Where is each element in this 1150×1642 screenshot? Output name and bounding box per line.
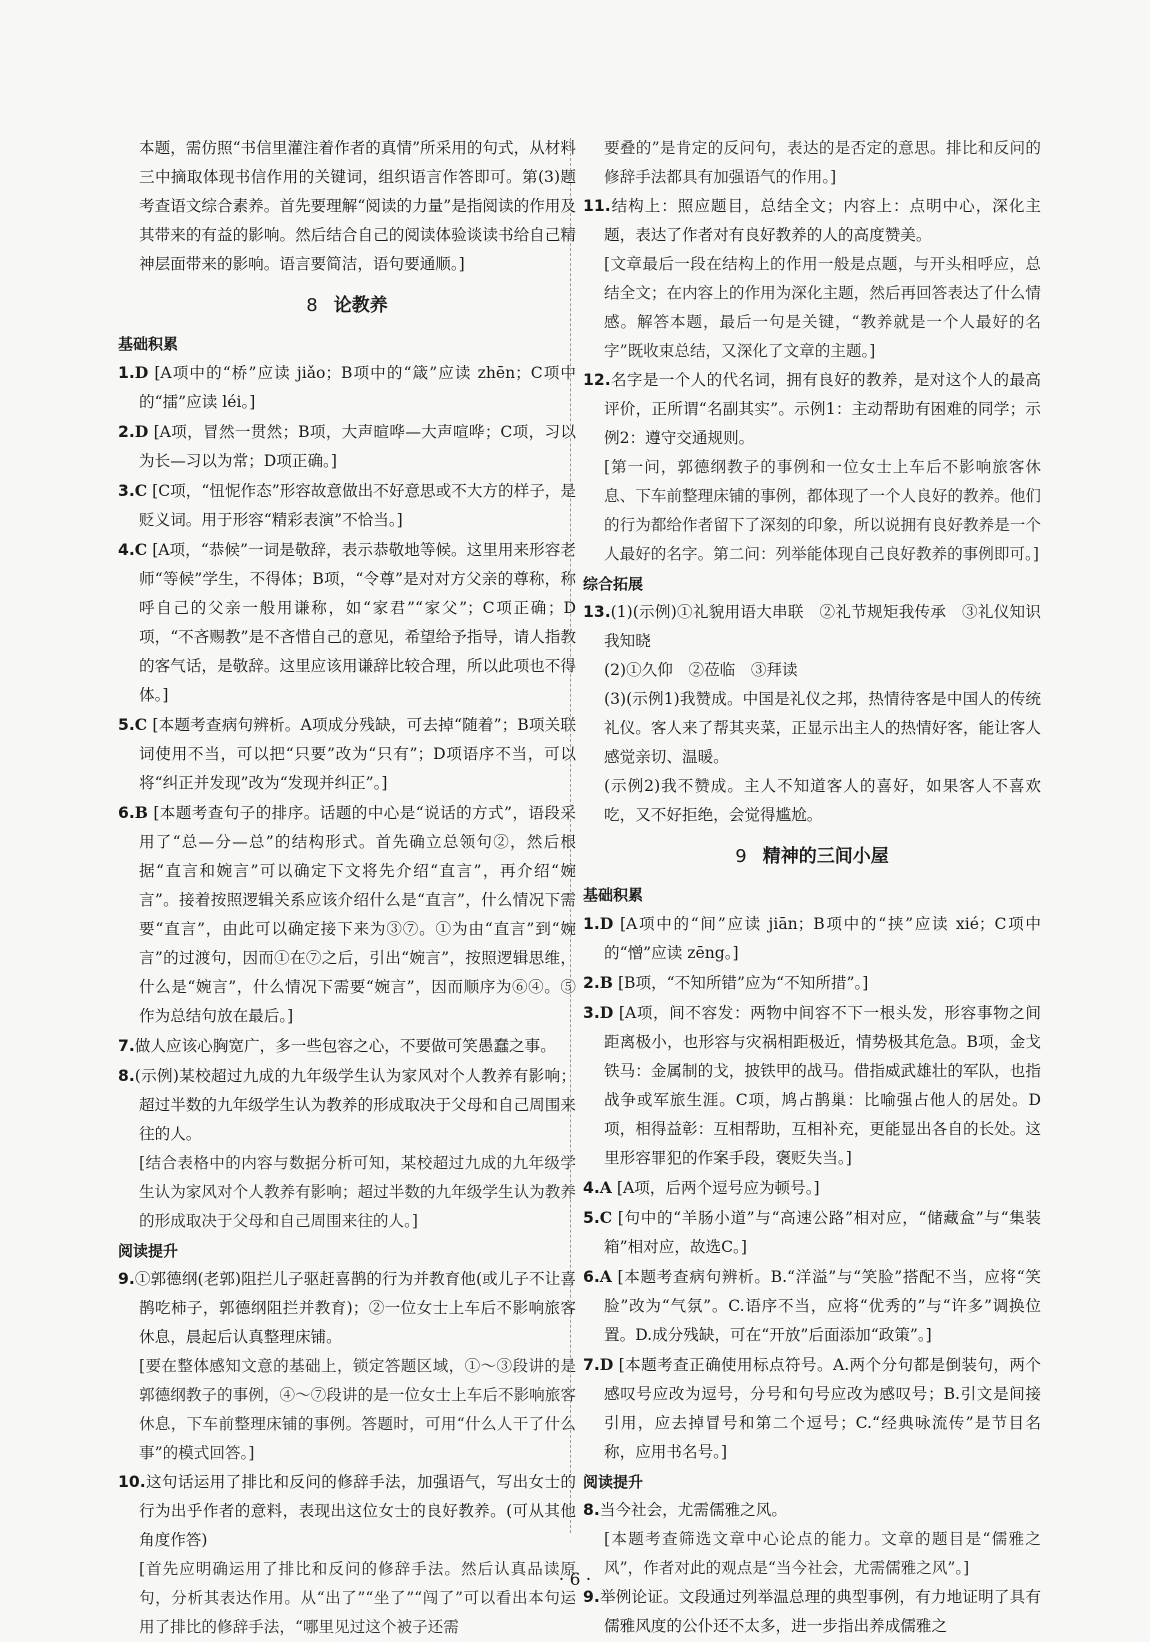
answer-item: 6.A [本题考查病句辨析。B.“洋溢”与“笑脸”搭配不当，应将“笑脸”改为“气氛”。C.语序不当，应将“优秀的”与“许多”调换位置。D.成分残缺，可在“开放”后面添加“政策”。] xyxy=(583,1267,1041,1344)
subhead-reading: 阅读提升 xyxy=(583,1473,644,1491)
subhead-basic: 基础积累 xyxy=(118,335,179,353)
answer-item: 4.A [A项，后两个逗号应为顿号。] xyxy=(583,1178,820,1197)
section-9-title xyxy=(583,842,1041,872)
answer-note: [要在整体感知文意的基础上，锁定答题区域，①～③段讲的是郭德纲教子的事例，④～⑦段讲的是一位女士上车后不影响旅客休息，下车前整理床铺的事例。答题时，可用“什么人干了什么事”的模式回答。] xyxy=(139,1357,576,1462)
answer-item: 8.(示例)某校超过九成的九年级学生认为家风对个人教养有影响；超过半数的九年级学生认为教养的形成取决于父母和自己周围来往的人。 xyxy=(118,1067,576,1143)
answer-item: 1.D [A项中的“桥”应读 jiǎo；B项中的“箴”应读 zhēn；C项中的“擂”应读 léi。] xyxy=(118,363,576,411)
answer-note: [首先应明确运用了排比和反问的修辞手法。然后认真品读原句，分析其表达作用。从“出了”“坐了”“闯了”可以看出本句运用了排比的修辞手法，“哪里见过这个被子还需 xyxy=(139,1560,576,1636)
section-title-text: 精神的三间小屋 xyxy=(762,846,889,867)
answer-item: 9.①郭德纲(老郭)阻拦儿子驱赶喜鹊的行为并教育他(或儿子不让喜鹊吃柿子，郭德纲阻拦并教育)；②一位女士上车后不影响旅客休息，晨起后认真整理床铺。 xyxy=(118,1270,576,1346)
answer-item: 4.C [A项，“恭候”一词是敬辞，表示恭敬地等候。这里用来形容老师“等候”学生，不得体；B项，“令尊”是对对方父亲的尊称，称呼自己的父亲一般用谦称，如“家君”“家父”；C项正确；D项，“不吝赐教”是不吝惜自己的意见，希望给予指导，请人指教的客气话，是敬辞。这里应该用谦辞比较合理，所以此项也不得体。] xyxy=(118,540,576,704)
answer-item: 7.做人应该心胸宽广，多一些包容之心，不要做可笑愚蠢之事。 xyxy=(118,1037,556,1055)
column-divider xyxy=(570,138,571,1533)
section-number: 9 xyxy=(735,846,747,867)
answer-note: [结合表格中的内容与数据分析可知，某校超过九成的九年级学生认为家风对个人教养有影响；超过半数的九年级学生认为教养的形成取决于父母和自己周围来往的人。] xyxy=(139,1154,576,1230)
subhead-extension: 综合拓展 xyxy=(583,575,644,593)
answer-item: 3.C [C项，“忸怩作态”形容故意做出不好意思或不大方的样子，是贬义词。用于形容“精彩表演”不恰当。] xyxy=(118,481,576,529)
answer-note: [文章最后一段在结构上的作用一般是点题，与开头相呼应，总结全文；在内容上的作用为深化主题，然后再回答表达了什么情感。解答本题，最后一句是关键，“教养就是一个人最好的名字”既收束总结，又深化了文章的主题。] xyxy=(604,255,1041,360)
subhead-basic: 基础积累 xyxy=(583,886,644,904)
answer-item: 12.名字是一个人的代名词，拥有良好的教养，是对这个人的最高评价，正所谓“名副其实”。示例1：主动帮助有困难的同学；示例2：遵守交通规则。 xyxy=(583,371,1041,447)
answer-item: 2.B [B项，“不知所错”应为“不知所措”。] xyxy=(583,973,869,992)
subhead-reading: 阅读提升 xyxy=(118,1242,179,1260)
answer-note: [第一问，郭德纲教子的事例和一位女士上车后不影响旅客休息、下车前整理床铺的事例，都体现了一个人良好的教养。他们的行为都给作者留下了深刻的印象，所以说拥有良好教养是一个人最好的名字。第二问：列举能体现自己良好教养的事例即可。] xyxy=(604,458,1041,563)
answer-item: 1.D [A项中的“间”应读 jiān；B项中的“挟”应读 xié；C项中的“憎”应读 zēng。] xyxy=(583,914,1041,962)
answer-item: 8.当今社会，尤需儒雅之风。 xyxy=(583,1501,787,1519)
answer-subitem: (示例2)我不赞成。主人不知道客人的喜好，如果客人不喜欢吃，又不好拒绝，会觉得尴尬。 xyxy=(604,777,1041,824)
answer-item: 9.举例论证。文段通过列举温总理的典型事例，有力地证明了具有儒雅风度的公仆还不太多，进一步指出养成儒雅之 xyxy=(583,1588,1041,1635)
answer-item: 7.D [本题考查正确使用标点符号。A.两个分句都是倒装句，两个感叹号应改为逗号，分号和句号应改为感叹号；B.引文是间接引用，应去掉冒号和第二个逗号；C.“经典咏流传”是节目名称，应用书名号。] xyxy=(583,1355,1041,1461)
answer-item: 11.结构上：照应题目，总结全文；内容上：点明中心，深化主题，表达了作者对有良好教养的人的高度赞美。 xyxy=(583,197,1041,244)
answer-note: [本题考查筛选文章中心论点的能力。文章的题目是“儒雅之风”，作者对此的观点是“当今社会，尤需儒雅之风”。] xyxy=(604,1530,1041,1577)
answer-subitem: (2)①久仰 ②莅临 ③拜读 xyxy=(604,661,798,679)
section-number: 8 xyxy=(306,295,318,316)
intro-answer-continuation: 本题，需仿照“书信里灌注着作者的真情”所采用的句式，从材料三中摘取体现书信作用的关键词，组织语言作答即可。第(3)题考查语文综合素养。首先要理解“阅读的力量”是指阅读的作用及其带来的有益的影响。然后结合自己的阅读体验谈读书给自己精神层面带来的影响。语言要简洁，语句要通顺。] xyxy=(139,139,576,273)
left-column xyxy=(118,134,576,1642)
right-column xyxy=(583,134,1041,1641)
section-title-text: 论教养 xyxy=(333,295,388,316)
answer-item: 5.C [本题考查病句辨析。A项成分残缺，可去掉“随着”；B项关联词使用不当，可以把“只要”改为“只有”；D项语序不当，可以将“纠正并发现”改为“发现并纠正”。] xyxy=(118,715,576,792)
answer-item: 6.B [本题考查句子的排序。话题的中心是“说话的方式”，语段采用了“总—分—总”的结构形式。首先确立总领句②，然后根据“直言和婉言”可以确定下文将先介绍“直言”，再介绍“婉言”。接着按照逻辑关系应该介绍什么是“直言”，什么情况下需要“直言”，由此可以确定接下来为③⑦。①为由“直言”到“婉言”的过渡句，因而①在⑦之后，引出“婉言”，按照逻辑思维，什么是“婉言”，什么情况下需要“婉言”，因而顺序为⑥④。⑤作为总结句放在最后。] xyxy=(118,803,576,1025)
answer-item: 2.D [A项，冒然一贯然；B项，大声暄哗—大声喧哗；C项，习以为长—习以为常；D项正确。] xyxy=(118,422,576,470)
answer-item: 5.C [句中的“羊肠小道”与“高速公路”相对应，“储藏盒”与“集装箱”相对应，故选C。] xyxy=(583,1208,1041,1256)
page-number: · 6 · xyxy=(558,1570,592,1590)
answer-item: 3.D [A项，间不容发：两物中间容不下一根头发，形容事物之间距离极小，也形容与灾祸相距极近，情势极其危急。B项，金戈铁马：金属制的戈，披铁甲的战马。借指威武雄壮的军队，也指战争或军旅生涯。C项，鸠占鹊巢：比喻强占他人的居处。D项，相得益彰：互相帮助，互相补充，更能显出各自的长处。这里形容罪犯的作案手段，褒贬失当。] xyxy=(583,1003,1041,1167)
answer-item: 10.这句话运用了排比和反问的修辞手法，加强语气，写出女士的行为出乎作者的意料，表现出这位女士的良好教养。(可从其他角度作答) xyxy=(118,1473,576,1549)
answer-note-continuation: 要叠的”是肯定的反问句，表达的是否定的意思。排比和反问的修辞手法都具有加强语气的作用。] xyxy=(604,139,1041,186)
section-8-title xyxy=(118,291,576,321)
answer-subitem: (3)(示例1)我赞成。中国是礼仪之邦，热情待客是中国人的传统礼仪。客人来了帮其夹菜，正显示出主人的热情好客，能让客人感觉亲切、温暖。 xyxy=(604,690,1041,766)
answer-item: 13.(1)(示例)①礼貌用语大串联 ②礼节规矩我传承 ③礼仪知识我知晓 xyxy=(583,603,1041,650)
